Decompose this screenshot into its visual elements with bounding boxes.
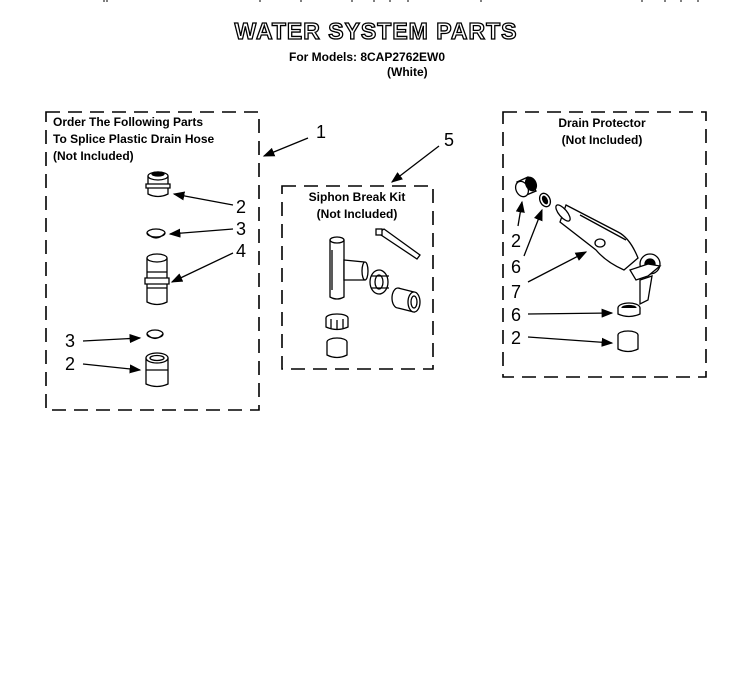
siphon-clamp [370, 270, 389, 294]
callout-1: 1 [316, 122, 327, 142]
splice-coupler-bottom [146, 353, 168, 387]
page-title: WATER SYSTEM PARTS [234, 18, 518, 44]
drain-clamp-top [538, 192, 553, 209]
drain-body [554, 203, 660, 304]
siphon-heading-line-2: (Not Included) [316, 207, 398, 221]
splice-clamp-top [147, 229, 165, 238]
drain-heading-line-2: (Not Included) [561, 133, 643, 147]
splice-heading-line-2: To Splice Plastic Drain Hose [53, 132, 215, 146]
splice-connector [145, 254, 169, 305]
splice-heading-line-1: Order The Following Parts [53, 115, 204, 129]
callout-3-splice-bottom: 3 [65, 331, 76, 351]
siphon-cable-tie [376, 229, 420, 259]
splice-coupler-top [146, 172, 170, 197]
callout-2-splice-bottom: 2 [65, 354, 76, 374]
callout-2-drain-bottom: 2 [511, 328, 522, 348]
callout-6-drain-bottom: 6 [511, 305, 522, 325]
callout-7: 7 [511, 282, 522, 302]
siphon-tee [330, 237, 368, 299]
drain-coupler-bottom [618, 331, 638, 352]
drain-clamp-bottom [618, 303, 640, 317]
splice-heading-line-3: (Not Included) [53, 149, 134, 163]
siphon-heading-line-1: Siphon Break Kit [308, 190, 406, 204]
models-line: For Models: 8CAP2762EW0 [289, 50, 446, 64]
color-line: (White) [387, 65, 428, 79]
callout-2-drain-top: 2 [511, 231, 522, 251]
siphon-ring [326, 314, 348, 330]
callout-6-drain-top: 6 [511, 257, 522, 277]
siphon-coupler [327, 338, 347, 358]
callout-3-splice-top: 3 [236, 219, 247, 239]
callout-4: 4 [236, 241, 247, 261]
splice-clamp-bottom [147, 330, 163, 339]
callout-5: 5 [444, 130, 455, 150]
siphon-adapter [392, 288, 420, 312]
drain-heading-line-1: Drain Protector [558, 116, 646, 130]
drain-coupler-top [513, 176, 538, 199]
callout-2-splice-top: 2 [236, 197, 247, 217]
